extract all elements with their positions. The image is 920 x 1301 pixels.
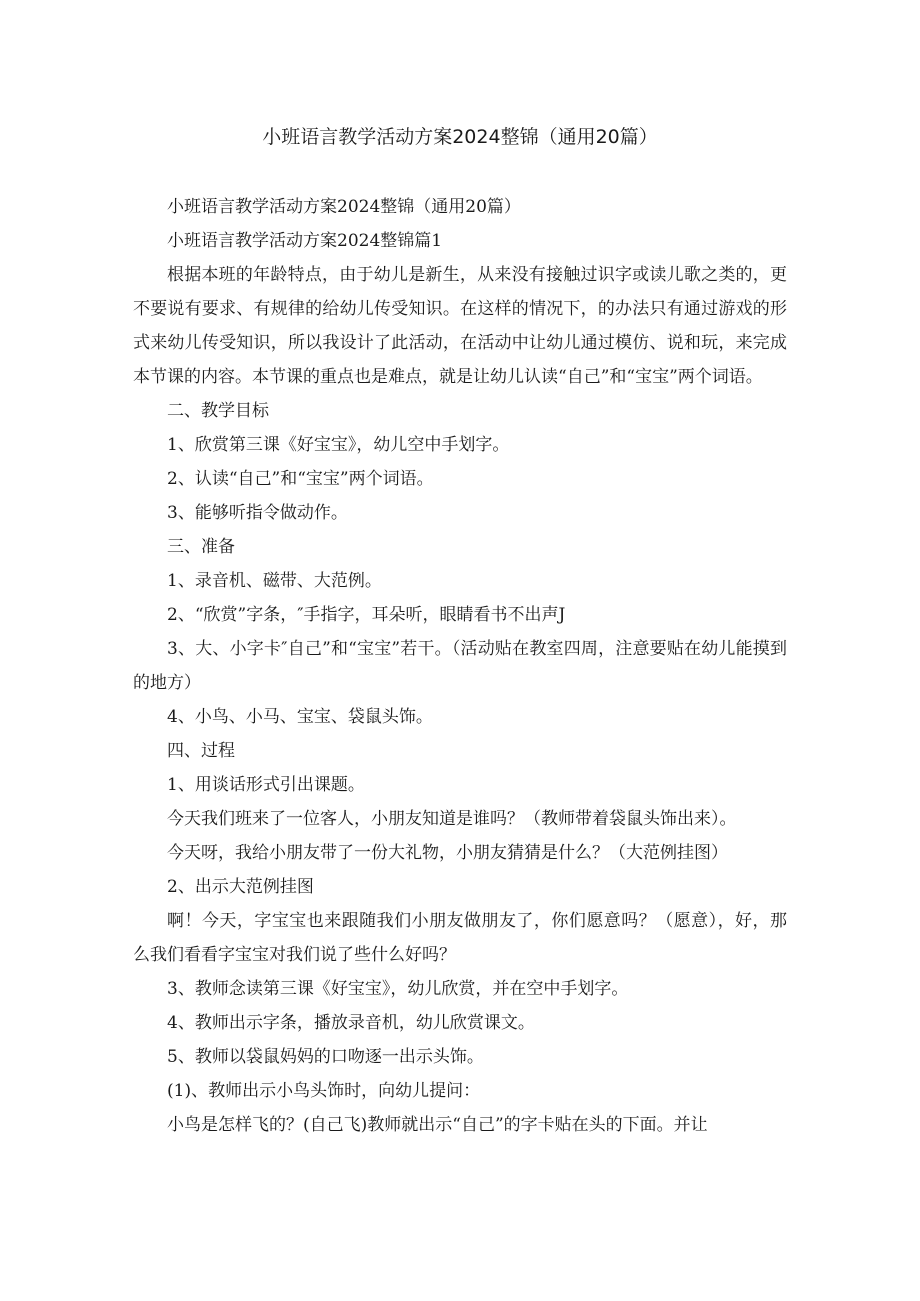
process-paragraph: 今天我们班来了一位客人，小朋友知道是谁吗？（教师带着袋鼠头饰出来）。: [167, 809, 737, 829]
goal-item-1: 1、欣赏第三课《好宝宝》，幼儿空中手划字。: [167, 435, 510, 455]
process-step-2: 2、出示大范例挂图: [167, 877, 314, 897]
prep-item-1: 1、录音机、磁带、大范例。: [167, 571, 382, 591]
paragraph-intro: 根据本班的年龄特点，由于幼儿是新生，从来没有接触过识字或读儿歌之类的，更不要说有要求、有规律的给幼儿传受知识。在这样的情况下，的办法只有通过游戏的形式来幼儿传受知识，所以我设计了此活动，在活动中让幼儿通过模仿、说和玩，来完成本节课的内容。本节课的重点也是难点，就是让幼儿认读“自己”和“宝宝”两个词语。: [133, 265, 787, 387]
process-step-3: 3、教师念读第三课《好宝宝》，幼儿欣赏，并在空中手划字。: [167, 979, 629, 999]
process-paragraph: 小鸟是怎样飞的？(自己飞)教师就出示“自己”的字卡贴在头的下面。并让: [167, 1115, 708, 1135]
process-substep-1: (1)、教师出示小鸟头饰时，向幼儿提问：: [167, 1081, 481, 1101]
document-title: 小班语言教学活动方案2024整锦（通用20篇）: [262, 126, 658, 148]
process-step-1: 1、用谈话形式引出课题。: [167, 775, 365, 795]
heading-preparation: 三、准备: [167, 537, 235, 557]
process-paragraph: 啊！今天，字宝宝也来跟随我们小朋友做朋友了，你们愿意吗？（愿意），好，那么我们看看字宝宝对我们说了些什么好吗？: [133, 911, 787, 965]
process-paragraph: 今天呀，我给小朋友带了一份大礼物，小朋友猜猜是什么？（大范例挂图）: [167, 843, 728, 863]
goal-item-3: 3、能够听指令做动作。: [167, 503, 348, 523]
heading-teaching-goals: 二、教学目标: [167, 401, 269, 421]
paragraph-section-heading: 小班语言教学活动方案2024整锦篇1: [167, 231, 443, 251]
document-body: [133, 190, 787, 1142]
heading-process: 四、过程: [167, 741, 235, 761]
prep-item-2: 2、“欣赏”字条，″手指字，耳朵听，眼睛看书不出声J: [167, 605, 566, 625]
paragraph-subtitle: 小班语言教学活动方案2024整锦（通用20篇）: [167, 197, 521, 217]
process-step-5: 5、教师以袋鼠妈妈的口吻逐一出示头饰。: [167, 1047, 484, 1067]
process-step-4: 4、教师出示字条，播放录音机，幼儿欣赏课文。: [167, 1013, 535, 1033]
prep-item-3: 3、大、小字卡″自己”和“宝宝”若干。（活动贴在教室四周，注意要贴在幼儿能摸到的地方）: [133, 639, 787, 693]
prep-item-4: 4、小鸟、小马、宝宝、袋鼠头饰。: [167, 707, 433, 727]
goal-item-2: 2、认读“自己”和“宝宝”两个词语。: [167, 469, 434, 489]
